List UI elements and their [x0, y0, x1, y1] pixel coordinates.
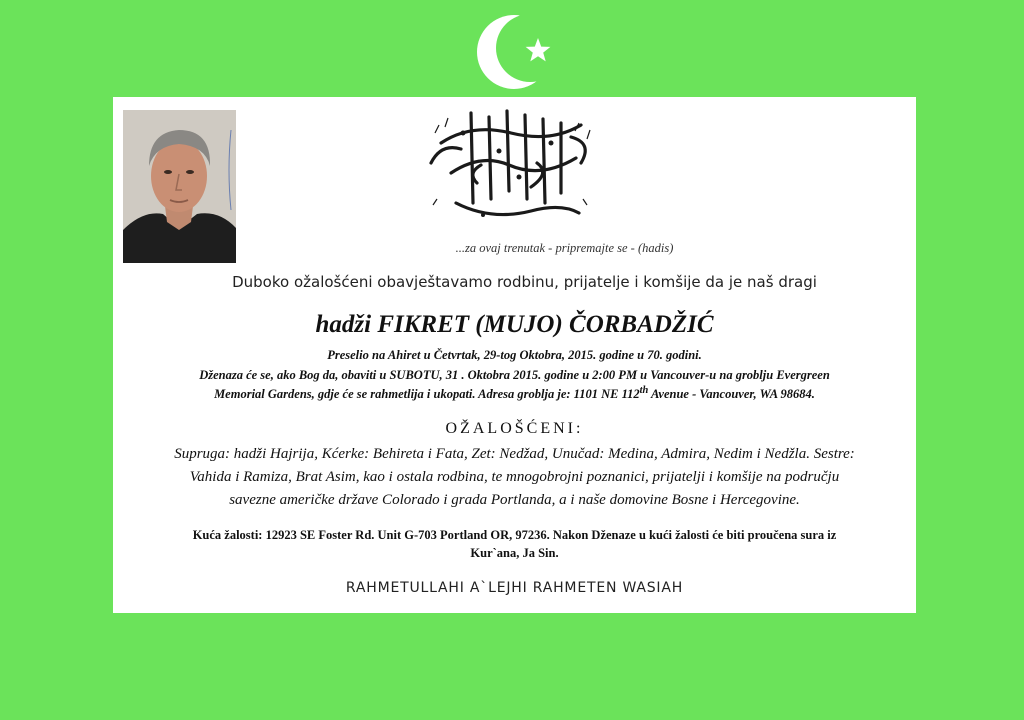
arabic-calligraphy: [411, 103, 607, 231]
obituary-card: [113, 97, 916, 613]
funeral-line-2-b: Avenue - Vancouver, WA 98684.: [648, 387, 815, 402]
family-line-2: Vahida i Ramiza, Brat Asim, kao i ostala rodbina, te mnogobrojni poznanici, prijatelji i komšije na području: [189, 469, 840, 485]
intro-text: Duboko ožalošćeni obavještavamo rodbinu, prijatelje i komšije da je naš dragi: [232, 273, 817, 291]
closing-prayer: RAHMETULLAHI A`LEJHI RAHMETEN WASIAH: [345, 580, 684, 596]
family-line-3: savezne američke države Colorado i grada Portlanda, a i naše domovine Bosne i Hercegovine.: [229, 492, 800, 508]
deceased-name: hadži FIKRET (MUJO) ČORBADŽIĆ: [315, 311, 714, 338]
funeral-line-2-sup: th: [639, 385, 649, 396]
funeral-line-1: Dženaza će se, ako Bog da, obaviti u SUBOTU, 31 . Oktobra 2015. godine u 2:00 PM u Vancouver-u na groblju Evergreen: [199, 368, 830, 382]
funeral-line-2: [113, 385, 916, 402]
hadis-quote: ...za ovaj trenutak - pripremajte se - (hadis): [455, 241, 674, 255]
crescent-star-icon: [470, 8, 570, 96]
house-of-mourning-line-1: Kuća žalosti: 12923 SE Foster Rd. Unit G-703 Portland OR, 97236. Nakon Dženaze u kući žalosti će biti proučena sura iz: [192, 528, 837, 542]
death-date-line: Preselio na Ahiret u Četvrtak, 29-tog Oktobra, 2015. godine u 70. godini.: [327, 348, 702, 362]
house-of-mourning-line-2: Kur`ana, Ja Sin.: [470, 546, 559, 560]
mourners-heading: OŽALOŠĆENI:: [445, 420, 584, 437]
family-line-1: Supruga: hadži Hajrija, Kćerke: Behireta i Fata, Zet: Nedžad, Unučad: Medina, Admira, Nedim i Nedžla. Sestre:: [174, 446, 855, 462]
funeral-line-2-a: Memorial Gardens, gdje će se rahmetlija i ukopati. Adresa groblja je: 1101 NE 112: [214, 387, 640, 402]
